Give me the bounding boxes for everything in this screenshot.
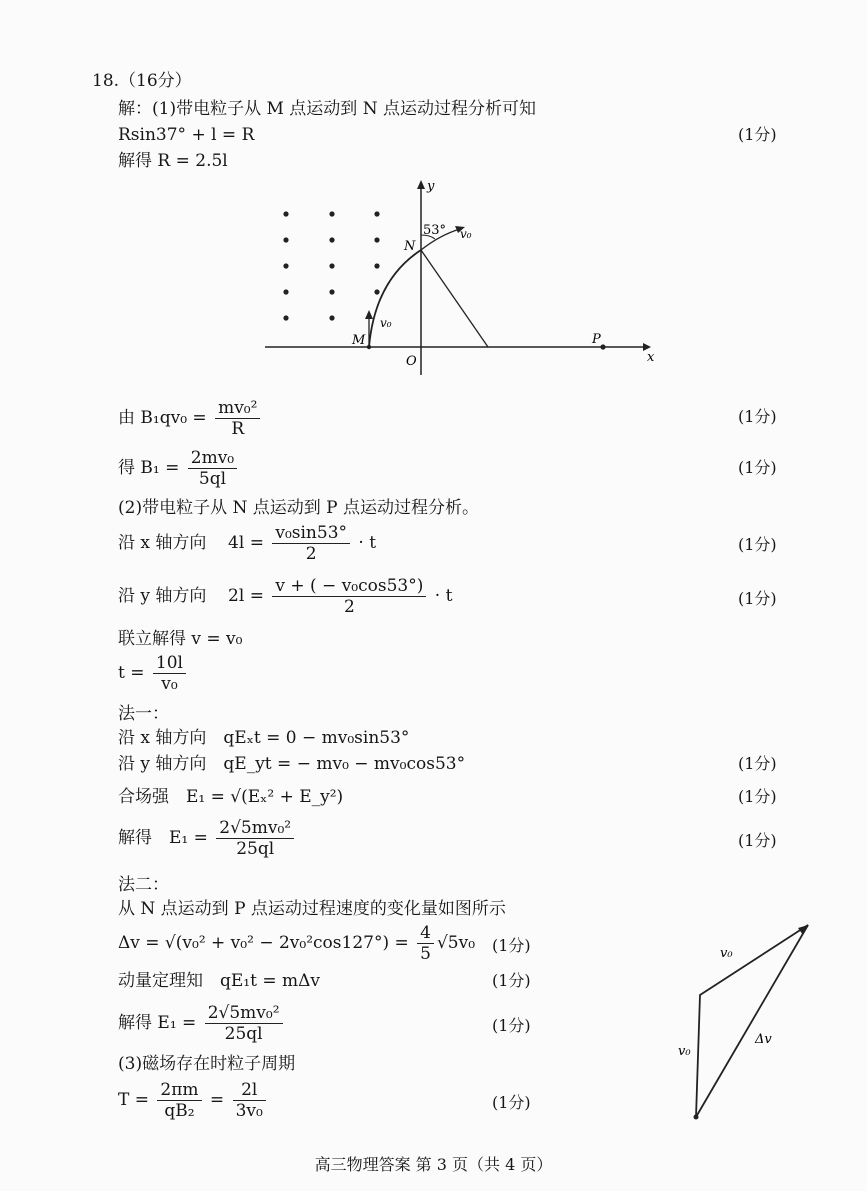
part2-y-eq: 沿 y 轴方向 2l = $\frac{\text{v + ( − v₀cos53°)}}{2}$ · t [118, 576, 453, 617]
label-m: M [352, 333, 366, 348]
part3-T: T = $\frac{2\pi m}{\text{qB₂}}$ = $\frac{2l}{\text{3v₀}}$ [118, 1080, 269, 1121]
score-12: (1分) [492, 1093, 531, 1112]
trajectory-figure [255, 175, 665, 385]
method2-momentum: 动量定理知 qE₁t = mΔv [118, 971, 320, 991]
label-n: N [404, 239, 416, 254]
label-p: P [592, 332, 601, 347]
label-o: O [406, 354, 417, 369]
label-v0-bottom: v₀ [380, 316, 392, 330]
score-7: (1分) [738, 787, 777, 806]
score-3: (1分) [738, 458, 777, 477]
score-6: (1分) [738, 754, 777, 773]
score-8: (1分) [738, 831, 777, 850]
score-11: (1分) [492, 1016, 531, 1035]
method1-y: 沿 y 轴方向 qE_yt = − mv₀ − mv₀cos53° [118, 754, 466, 774]
method2-label: 法二： [118, 875, 169, 895]
part1-eq2: 解得 R = 2.5l [118, 151, 228, 171]
part2-t: t = $\frac{10l}{\text{v₀}}$ [118, 653, 189, 694]
method2-dv: Δv = √(v₀² + v₀² − 2v₀²cos127°) = $\frac{4}{5}$ √5v₀ [118, 923, 476, 964]
score-9: (1分) [492, 936, 531, 955]
label-y: y [427, 179, 435, 194]
method2-intro: 从 N 点运动到 P 点运动过程速度的变化量如图所示 [118, 899, 506, 919]
score-4: (1分) [738, 535, 777, 554]
point-p [600, 344, 605, 349]
velocity-triangle-figure [660, 915, 830, 1130]
problem-number: 18.（16分） [92, 71, 192, 91]
method1-label: 法一： [118, 704, 169, 724]
label-v0-top: v₀ [720, 946, 733, 961]
part3-intro: (3)磁场存在时粒子周期 [118, 1054, 296, 1074]
part1-intro: 解：(1)带电粒子从 M 点运动到 N 点运动过程分析可知 [118, 99, 536, 119]
score-1: (1分) [738, 125, 777, 144]
part1-eq4: 得 B₁ = $\frac{\text{2mv₀}}{5ql}$ [118, 448, 240, 489]
point-m [367, 345, 371, 349]
page-footer: 高三物理答案 第 3 页（共 4 页） [314, 1155, 553, 1174]
score-10: (1分) [492, 971, 531, 990]
label-angle: 53° [423, 223, 447, 238]
method1-total: 合场强 E₁ = √(Eₓ² + E_y²) [118, 787, 344, 807]
magnetic-field-dots [283, 211, 379, 320]
radius-line [421, 250, 488, 347]
label-delta-v: Δv [755, 1032, 772, 1047]
method1-solve: 解得 E₁ = $\frac{\text{2√5mv₀²}}{25ql}$ [118, 818, 297, 859]
score-5: (1分) [738, 589, 777, 608]
method2-solve: 解得 E₁ = $\frac{\text{2√5mv₀²}}{25ql}$ [118, 1003, 286, 1044]
score-2: (1分) [738, 407, 777, 426]
part2-x-eq: 沿 x 轴方向 4l = $\frac{\text{v₀sin53°}}{2}$ · t [118, 523, 377, 564]
label-v0-top: v₀ [460, 227, 472, 241]
part1-eq3: 由 B₁qv₀ = $\frac{\text{mv₀²}}{R}$ [118, 398, 263, 439]
label-v0-left: v₀ [678, 1044, 691, 1059]
part2-intro: (2)带电粒子从 N 点运动到 P 点运动过程分析。 [118, 498, 480, 518]
triangle [696, 925, 808, 1117]
part1-eq1: Rsin37° + l = R [118, 125, 255, 145]
label-x: x [647, 350, 655, 365]
method1-x: 沿 x 轴方向 qEₓt = 0 − mv₀sin53° [118, 728, 410, 748]
part2-solve1: 联立解得 v = v₀ [118, 629, 243, 649]
